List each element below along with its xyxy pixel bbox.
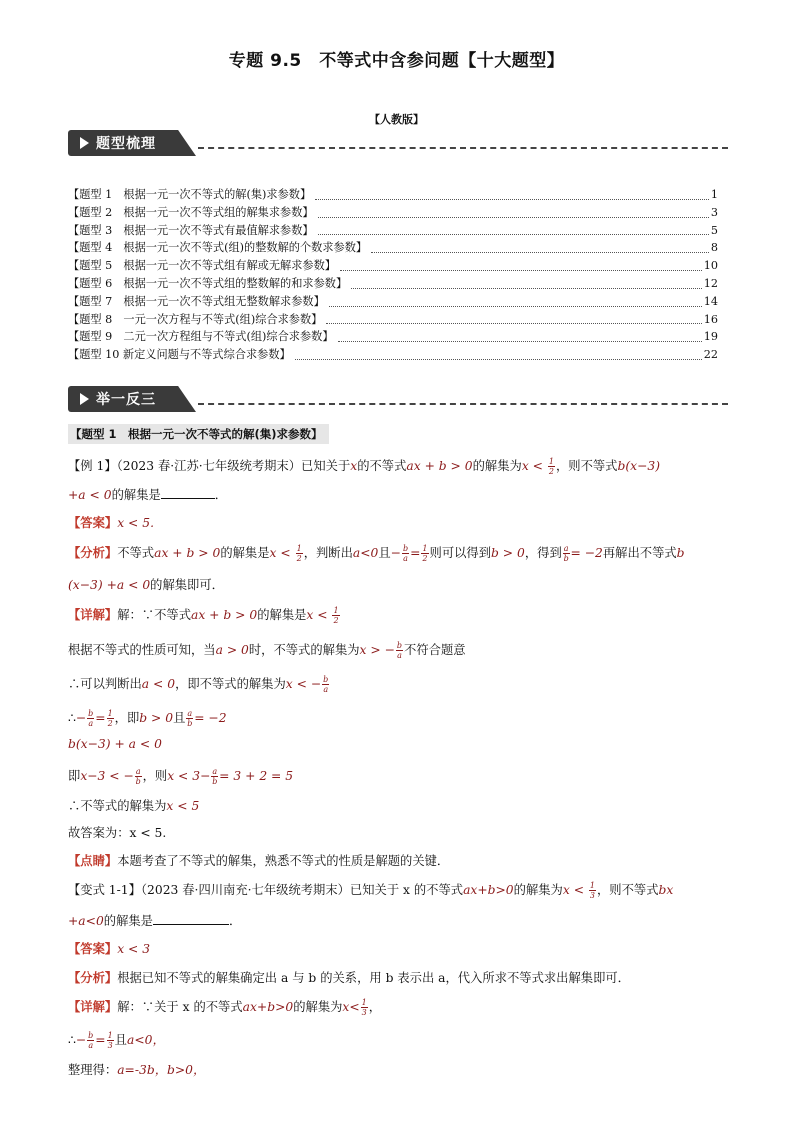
math-fraction: $\frac{1}{2}$ — [107, 709, 113, 728]
math-fraction: $\frac{b}{a}$ — [88, 1031, 94, 1050]
type-heading: 【题型 1 根据一元一次不等式的解(集)求参数】 — [68, 424, 329, 444]
toc-item-page: 16 — [703, 312, 718, 326]
answer-line — [68, 513, 154, 531]
detail-line-4 — [68, 708, 227, 728]
math-a-neg: a<0， — [126, 1033, 165, 1047]
toc-leader — [315, 199, 709, 200]
toc-item-label: 【题型 7 根据一元一次不等式组无整数解求参数】 — [68, 294, 325, 308]
comment-tag: 【点睛】 — [68, 853, 118, 868]
math-target-cont: +a < 0 — [68, 488, 112, 502]
math-b-pos: b > 0 — [139, 711, 174, 725]
math-ratio: − — [75, 711, 87, 725]
text-fragment: 再解出不等式 — [602, 546, 677, 560]
toc-item-page: 5 — [710, 223, 718, 237]
table-of-contents — [68, 186, 718, 364]
text-fragment: 则可以得到 — [429, 546, 492, 560]
text-fragment: 不等式 — [117, 546, 155, 560]
math-ratio: − — [390, 546, 401, 560]
toc-item[interactable] — [68, 311, 718, 329]
math-eq: = — [95, 711, 106, 725]
toc-item-page: 3 — [710, 205, 718, 219]
math-fraction: $\frac{b}{a}$ — [396, 641, 403, 660]
toc-item[interactable] — [68, 257, 718, 275]
example-question-line-1 — [68, 456, 660, 476]
toc-leader — [295, 359, 702, 360]
math-solution: x < — [269, 546, 295, 560]
toc-item[interactable] — [68, 346, 718, 364]
math-a-pos: a > 0 — [215, 643, 249, 657]
text-fragment: ∴可以判断出 — [68, 677, 142, 691]
math-final: x < 5 — [166, 799, 200, 813]
analysis-line-2 — [68, 575, 224, 593]
toc-item[interactable] — [68, 204, 718, 222]
toc-item-label: 【题型 4 根据一元一次不等式(组)的整数解的个数求参数】 — [68, 241, 368, 255]
math-x: x — [350, 459, 358, 473]
therefore-symbol: ∴ — [68, 711, 76, 725]
text-fragment: ，即 — [114, 711, 140, 725]
toc-leader — [318, 234, 709, 235]
example-question-line-2: +a < 0的解集是 ． — [68, 488, 228, 502]
toc-item[interactable] — [68, 222, 718, 240]
answer-value: x < 5. — [117, 516, 154, 530]
toc-leader — [340, 270, 702, 271]
therefore-symbol: ∴ — [68, 1033, 76, 1047]
detail-line-2 — [68, 640, 466, 660]
text-fragment: 的解集为 — [293, 1000, 343, 1014]
answer-value: x < 3 — [117, 942, 151, 956]
math-result: = 3 + 2 = 5 — [219, 769, 294, 783]
math-eq: = — [410, 546, 421, 560]
variant-detail-line-2 — [68, 1030, 165, 1050]
toc-item-label: 【题型 3 根据一元一次不等式有最值解求参数】 — [68, 223, 314, 237]
toc-leader — [318, 217, 709, 218]
toc-leader — [371, 252, 709, 253]
math-fraction: $\frac{a}{b}$ — [135, 767, 141, 786]
toc-item-label: 【题型 1 根据一元一次不等式的解(集)求参数】 — [68, 188, 312, 201]
text-fragment: 不符合题意 — [404, 643, 466, 657]
math-a-neg: a < 0 — [141, 677, 176, 691]
answer-tag: 【答案】 — [68, 515, 118, 530]
math-b: b — [676, 546, 685, 560]
comment-line — [68, 851, 449, 869]
detail-tag: 【详解】 — [68, 607, 118, 622]
math-fraction: $\frac{1}{2}$ — [548, 457, 554, 476]
math-eq: = — [95, 1033, 106, 1047]
toc-item-label: 【题型 9 二元一次方程组与不等式(组)综合求参数】 — [68, 330, 334, 344]
answer-blank[interactable] — [153, 912, 229, 925]
comment-text: 本题考查了不等式的解集，熟悉不等式的性质是解题的关键． — [117, 854, 450, 868]
toc-item-label: 【题型 2 根据一元一次不等式组的解集求参数】 — [68, 205, 314, 219]
math-fraction: $\frac{a}{b}$ — [187, 709, 193, 728]
page-title: 专题 9.5 不等式中含参问题【十大题型】 — [228, 51, 565, 71]
math-fraction: $\frac{a}{b}$ — [212, 767, 218, 786]
toc-item-page: 12 — [703, 276, 718, 290]
variant-detail-line-3 — [68, 1060, 205, 1078]
toc-item[interactable] — [68, 239, 718, 257]
math-target: b(x−3) — [617, 459, 660, 473]
toc-item-page: 19 — [703, 330, 718, 344]
text-fragment: 解：∵不等式 — [117, 608, 191, 622]
analysis-tag: 【分析】 — [68, 970, 118, 985]
math-ratio-value: = −2 — [194, 711, 227, 725]
math-fraction: $\frac{b}{a}$ — [323, 675, 329, 694]
final-answer: 故答案为：x < 5. — [68, 826, 167, 840]
toc-item[interactable] — [68, 275, 718, 293]
variant-source: （2023 春·四川南充·七年级统考期末）已知关于 x 的不等式 — [140, 883, 464, 897]
dash-divider — [198, 147, 728, 149]
math-inequality: ax+b>0 — [242, 1000, 294, 1014]
section-label: 举一反三 — [96, 392, 156, 408]
text-fragment: ，则 — [142, 769, 168, 783]
toc-item-page: 10 — [703, 259, 718, 273]
math-solution: x < — [306, 608, 332, 622]
math-fraction: $\frac{b}{a}$ — [402, 544, 409, 563]
text-fragment: 的解集是 — [111, 488, 161, 502]
variant-detail-line-1: 【详解】解：∵关于 x 的不等式ax+b>0的解集为x< $\frac{1}{3}$ ， — [68, 998, 382, 1017]
math-target: b(x−3) + a < 0 — [68, 737, 162, 751]
math-fraction: $\frac{1}{3}$ — [589, 881, 595, 900]
math-inequality: ax + b > 0 — [191, 608, 258, 622]
math-fraction: $\frac{1}{3}$ — [107, 1031, 113, 1050]
toc-item-page: 1 — [710, 188, 718, 201]
math-ratio: − — [75, 1033, 87, 1047]
toc-leader — [326, 323, 701, 324]
variant-answer-line — [68, 939, 150, 957]
math-target: bx — [658, 883, 674, 897]
text-fragment: 根据不等式的性质可知，当 — [68, 643, 216, 657]
text-fragment: 解：∵关于 x 的不等式 — [117, 1000, 243, 1014]
toc-item-label: 【题型 6 根据一元一次不等式组的整数解的和求参数】 — [68, 276, 348, 290]
answer-tag: 【答案】 — [68, 941, 118, 956]
text-fragment: 即 — [68, 769, 81, 783]
detail-line-8 — [68, 823, 166, 841]
detail-line-1 — [68, 605, 341, 625]
text-fragment: ，判断出 — [303, 546, 353, 560]
toc-item-label: 【题型 10 新定义问题与不等式综合求参数】 — [68, 348, 291, 362]
text-fragment: 的解集是 — [220, 546, 270, 560]
math-inequality: ax + b > 0 — [154, 546, 221, 560]
section-header-overview — [68, 130, 728, 156]
toc-leader — [329, 306, 702, 307]
analysis-line-1 — [68, 543, 685, 563]
variant-analysis-line — [68, 968, 630, 986]
analysis-tag: 【分析】 — [68, 545, 118, 560]
text-fragment: ，即不等式的解集为 — [175, 677, 286, 691]
text-fragment: 的解集为 — [513, 883, 563, 897]
variant-tag: 【变式 1-1】 — [68, 883, 141, 897]
play-icon — [80, 137, 89, 149]
text-fragment: ，则不等式 — [555, 459, 618, 473]
text-fragment: ∴不等式的解集为 — [68, 799, 167, 813]
math-target: (x−3) +a < 0 — [68, 578, 151, 592]
math-inequality: ax + b > 0 — [406, 459, 473, 473]
math-fraction: $\frac{1}{2}$ — [422, 544, 428, 563]
toc-item-label: 【题型 5 根据一元一次不等式组有解或无解求参数】 — [68, 259, 336, 273]
text-fragment: 的解集是 — [103, 914, 153, 928]
section-header-examples — [68, 386, 728, 412]
toc-item-page: 8 — [710, 241, 718, 255]
text-fragment: 且 — [378, 546, 391, 560]
math-target-cont: +a<0 — [68, 914, 104, 928]
math-solution: x < — [521, 459, 547, 473]
detail-line-5 — [68, 737, 162, 751]
dash-divider — [198, 403, 728, 405]
text-fragment: 整理得： — [68, 1063, 118, 1077]
toc-leader — [338, 341, 702, 342]
toc-item[interactable] — [68, 186, 718, 204]
math-fraction: $\frac{1}{2}$ — [333, 606, 339, 625]
play-icon — [80, 393, 89, 405]
math-relation: a=-3b，b>0， — [117, 1063, 206, 1077]
section-label: 题型梳理 — [96, 136, 156, 152]
text-fragment: 时，不等式的解集为 — [248, 643, 360, 657]
text-fragment: 且 — [173, 711, 186, 725]
detail-line-6 — [68, 766, 293, 786]
text-fragment: 的不等式 — [357, 459, 407, 473]
edition-label: 【人教版】 — [369, 113, 424, 126]
math-solution: x > − — [359, 643, 395, 657]
math-solution: x < — [562, 883, 588, 897]
detail-line-7 — [68, 796, 199, 814]
math-inequality: ax+b>0 — [463, 883, 514, 897]
text-fragment: ，得到 — [524, 546, 562, 560]
math-step: x < 3− — [167, 769, 211, 783]
text-fragment: 且 — [114, 1033, 127, 1047]
math-step: x−3 < − — [80, 769, 134, 783]
math-b-pos: b > 0 — [491, 546, 525, 560]
variant-question-line-1 — [68, 880, 673, 900]
toc-item-label: 【题型 8 一元一次方程与不等式(组)综合求参数】 — [68, 312, 323, 326]
math-fraction: $\frac{1}{3}$ — [361, 998, 367, 1017]
answer-blank[interactable] — [161, 486, 215, 499]
text-fragment: 的解集为 — [472, 459, 522, 473]
text-fragment: ，则不等式 — [597, 883, 659, 897]
toc-item-page: 22 — [703, 348, 718, 362]
variant-question-line-2: +a<0的解集是 ． — [68, 914, 242, 928]
text-fragment: 的解集是 — [257, 608, 307, 622]
math-solution: x < − — [285, 677, 322, 691]
detail-tag: 【详解】 — [68, 999, 118, 1014]
math-fraction: $\frac{a}{b}$ — [563, 544, 569, 563]
math-fraction: $\frac{b}{a}$ — [88, 709, 94, 728]
example-tag: 【例 1】 — [68, 459, 117, 473]
toc-item-page: 14 — [703, 294, 718, 308]
example-source: （2023 春·江苏·七年级统考期末）已知关于 — [116, 459, 351, 473]
toc-item[interactable] — [68, 293, 718, 311]
math-fraction: $\frac{1}{2}$ — [296, 544, 302, 563]
math-a-neg: a<0 — [352, 546, 379, 560]
detail-line-3 — [68, 674, 330, 694]
text-fragment: 的解集即可． — [150, 578, 224, 592]
math-solution: x< — [342, 1000, 360, 1014]
analysis-text: 根据已知不等式的解集确定出 a 与 b 的关系，用 b 表示出 a，代入所求不等式求出解集即可． — [117, 971, 630, 985]
math-ratio-value: = −2 — [570, 546, 603, 560]
toc-item[interactable] — [68, 328, 718, 346]
toc-leader — [351, 288, 702, 289]
